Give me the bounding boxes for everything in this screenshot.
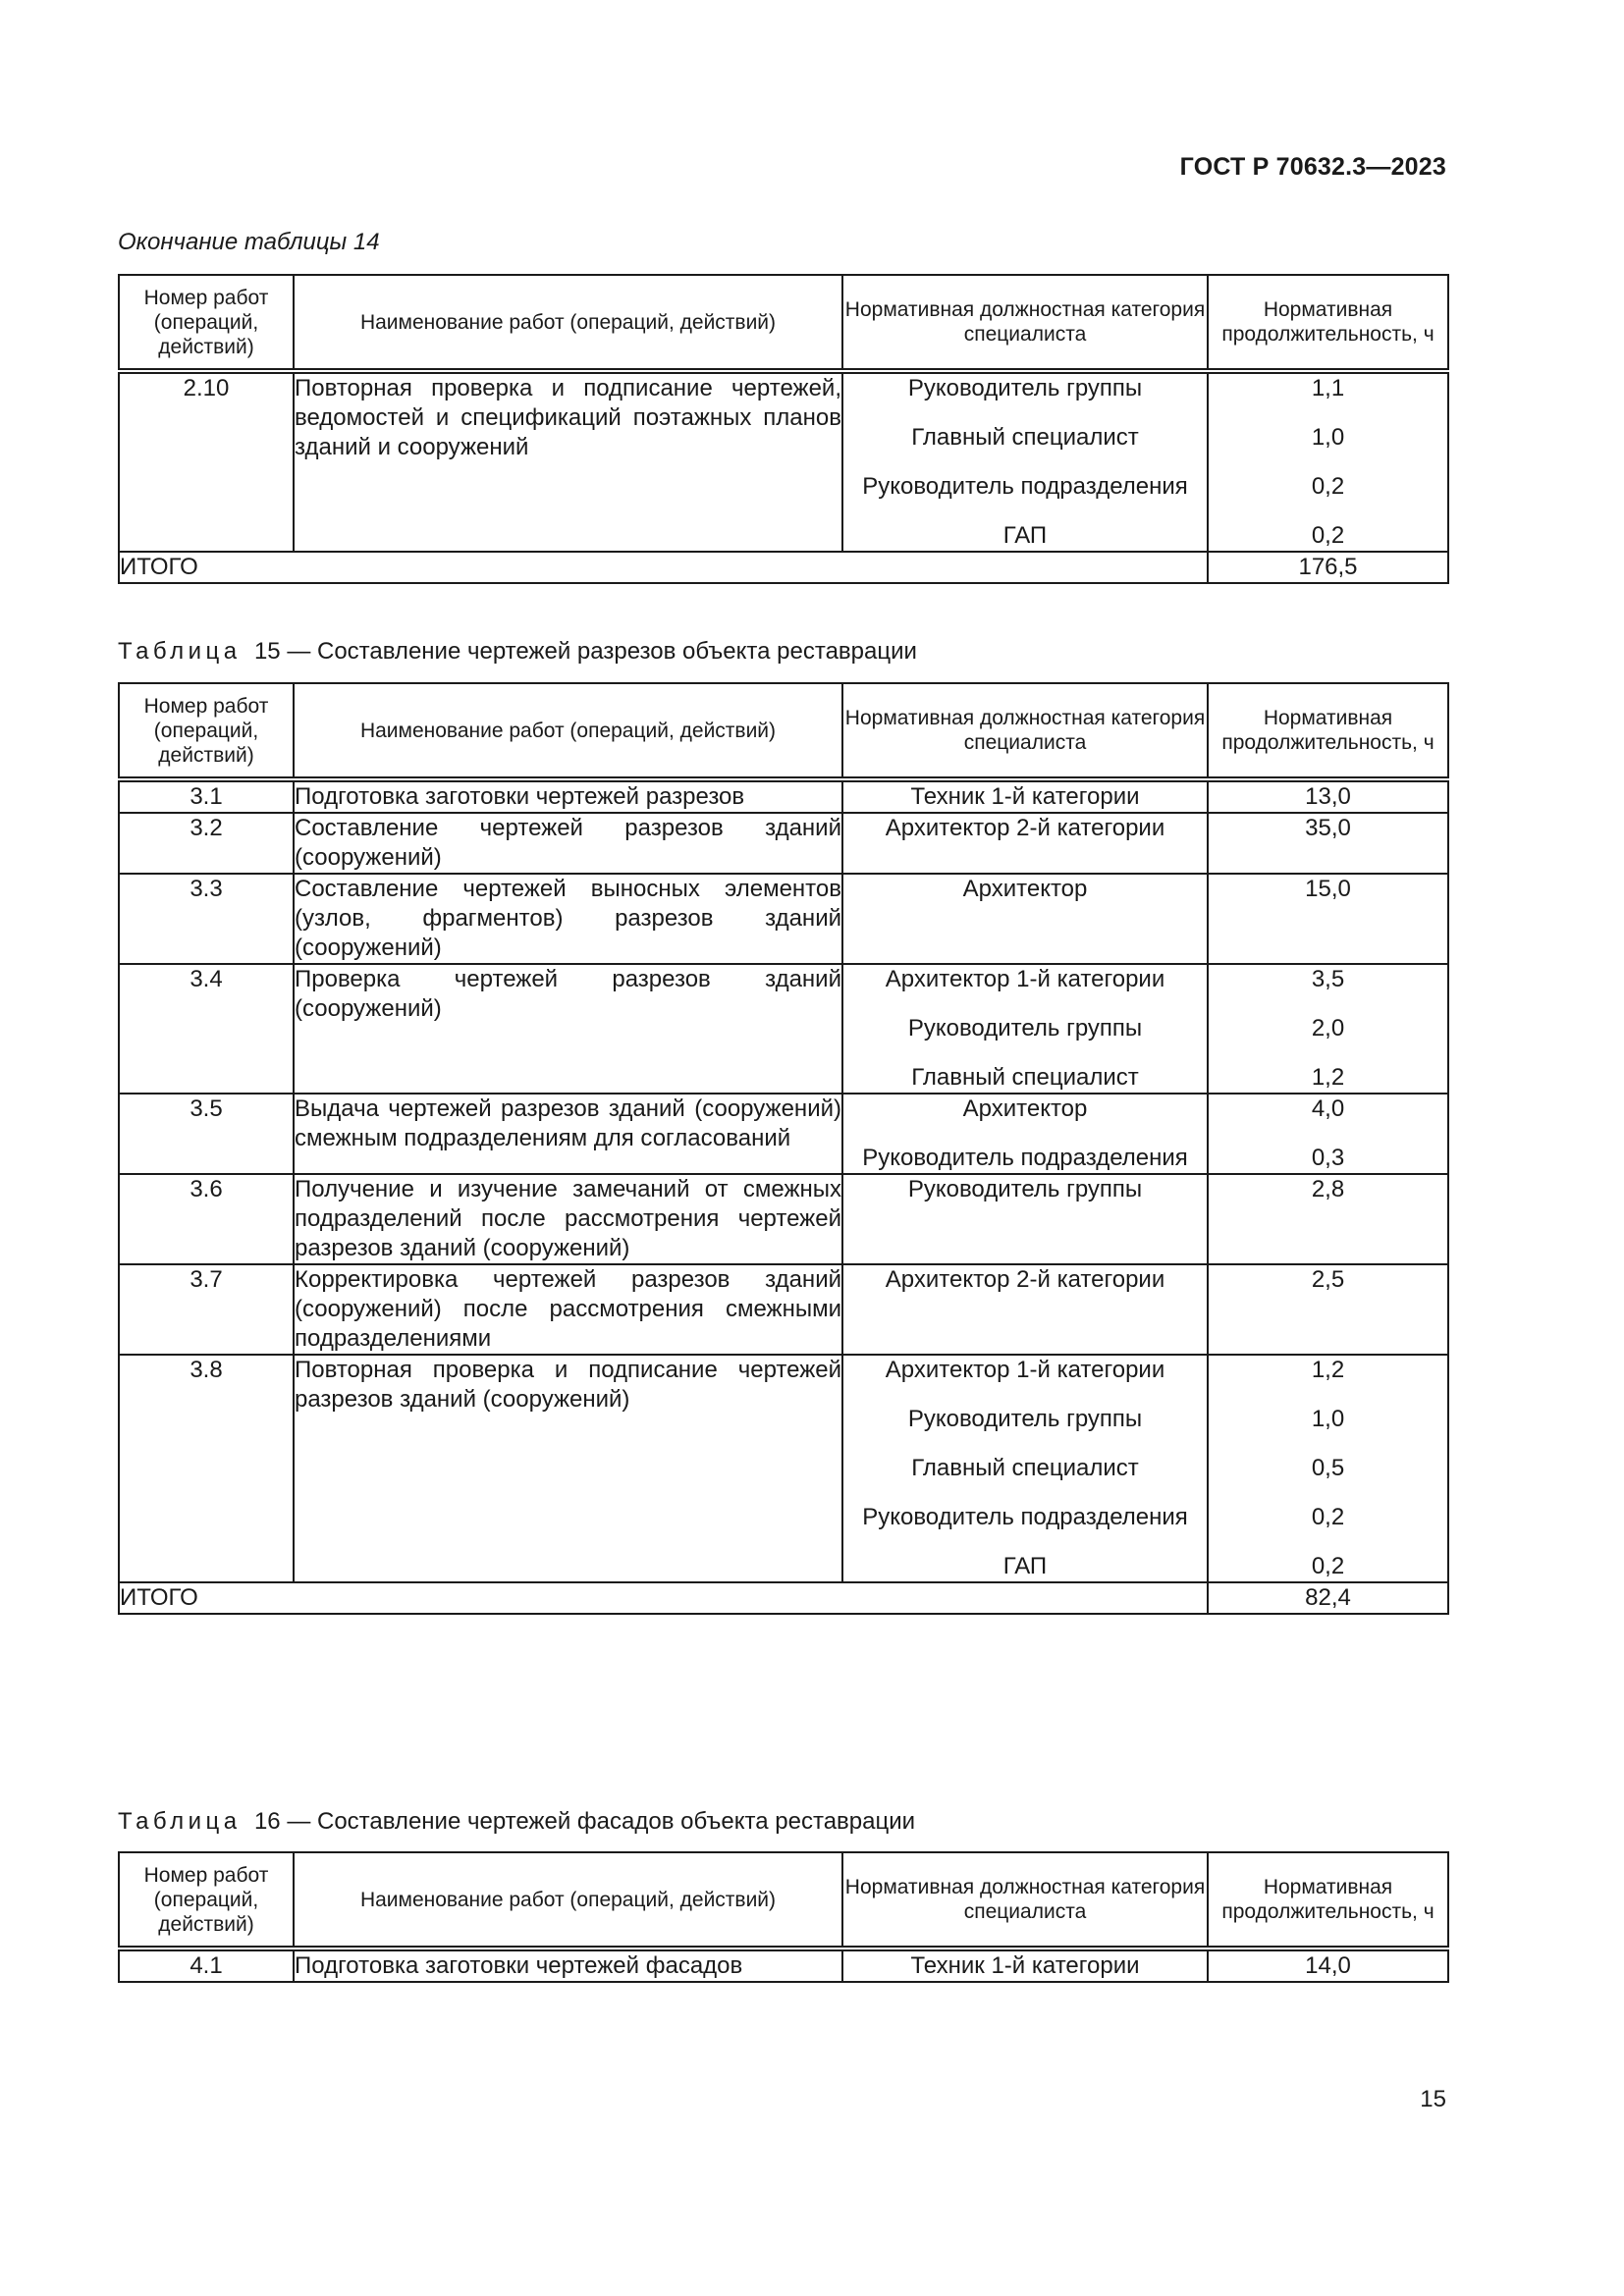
row-categories <box>842 874 1208 964</box>
duration-entry: 15,0 <box>1305 876 1351 902</box>
row-work-name: Составление чертежей выносных элементов (узлов, фрагментов) разрезов зданий (сооружений) <box>294 874 842 964</box>
category-entry: Главный специалист <box>911 1455 1139 1481</box>
header-row <box>119 683 1448 779</box>
category-entry: Архитектор 2-й категории <box>885 1266 1165 1293</box>
table16-caption <box>118 1808 915 1836</box>
row-durations <box>1208 1355 1448 1582</box>
duration-entry: 4,0 <box>1311 1095 1345 1122</box>
row-durations <box>1208 964 1448 1094</box>
category-entry: Руководитель подразделения <box>862 473 1188 500</box>
row-durations <box>1208 371 1448 552</box>
table-header <box>119 683 1448 779</box>
duration-entry: 1,1 <box>1311 375 1345 401</box>
category-entry: Архитектор 1-й категории <box>885 966 1165 992</box>
duration-entry: 3,5 <box>1311 966 1345 992</box>
total-row <box>119 1582 1448 1614</box>
row-number: 2.10 <box>119 371 294 552</box>
header-num: Номер работ (операций, действий) <box>119 683 294 779</box>
row-number: 3.8 <box>119 1355 294 1582</box>
header-num: Номер работ (операций, действий) <box>119 1852 294 1949</box>
row-work-name: Повторная проверка и подписание чертежей разрезов зданий (сооружений) <box>294 1355 842 1582</box>
row-categories <box>842 1264 1208 1355</box>
row-number: 3.5 <box>119 1094 294 1174</box>
category-entry: Руководитель группы <box>907 1406 1143 1432</box>
row-work-name: Подготовка заготовки чертежей разрезов <box>294 779 842 813</box>
duration-entry: 0,2 <box>1311 522 1345 549</box>
table-row <box>119 1355 1448 1582</box>
duration-entry: 0,2 <box>1311 473 1345 500</box>
row-work-name: Подготовка заготовки чертежей фасадов <box>294 1949 842 1982</box>
document-code: ГОСТ Р 70632.3—2023 <box>1179 153 1446 181</box>
category-entry: Руководитель группы <box>907 375 1143 401</box>
header-duration: Нормативная продолжительность, ч <box>1208 275 1448 371</box>
header-category: Нормативная должностная категория специалиста <box>842 275 1208 371</box>
duration-entry: 2,8 <box>1311 1176 1345 1202</box>
category-entry: Руководитель подразделения <box>862 1145 1188 1171</box>
category-entry: ГАП <box>1002 1553 1048 1579</box>
row-work-name: Проверка чертежей разрезов зданий (сооружений) <box>294 964 842 1094</box>
table-row <box>119 874 1448 964</box>
row-number: 3.6 <box>119 1174 294 1264</box>
row-number: 3.1 <box>119 779 294 813</box>
table-header <box>119 275 1448 371</box>
duration-entry: 2,0 <box>1311 1015 1345 1041</box>
row-work-name: Повторная проверка и подписание чертежей, ведомостей и спецификаций поэтажных планов зданий и сооружений <box>294 371 842 552</box>
category-entry: Техник 1-й категории <box>910 783 1140 810</box>
row-durations <box>1208 1264 1448 1355</box>
table-15 <box>118 682 1449 1615</box>
total-row <box>119 552 1448 583</box>
duration-entry: 1,2 <box>1311 1357 1345 1383</box>
duration-entry: 13,0 <box>1305 783 1351 810</box>
table-row <box>119 779 1448 813</box>
category-entry: Руководитель группы <box>907 1015 1143 1041</box>
category-entry: Главный специалист <box>911 1064 1139 1091</box>
row-number: 3.2 <box>119 813 294 874</box>
duration-entry: 2,5 <box>1311 1266 1345 1293</box>
category-entry: Главный специалист <box>911 424 1139 451</box>
row-categories <box>842 964 1208 1094</box>
header-duration: Нормативная продолжительность, ч <box>1208 683 1448 779</box>
table-row <box>119 1174 1448 1264</box>
page-number: 15 <box>1420 2086 1446 2112</box>
duration-entry: 1,0 <box>1311 424 1345 451</box>
row-durations <box>1208 1094 1448 1174</box>
row-durations <box>1208 1949 1448 1982</box>
row-durations <box>1208 813 1448 874</box>
duration-entry: 14,0 <box>1305 1952 1351 1979</box>
row-number: 4.1 <box>119 1949 294 1982</box>
row-categories <box>842 1094 1208 1174</box>
row-categories <box>842 371 1208 552</box>
table-14-end <box>118 274 1449 584</box>
header-row <box>119 1852 1448 1949</box>
category-entry: Архитектор 2-й категории <box>885 815 1165 841</box>
category-entry: Архитектор 1-й категории <box>885 1357 1165 1383</box>
duration-entry: 0,5 <box>1311 1455 1345 1481</box>
header-category: Нормативная должностная категория специалиста <box>842 683 1208 779</box>
row-durations <box>1208 874 1448 964</box>
table16-caption-prefix: Таблица <box>118 1808 242 1835</box>
row-work-name: Выдача чертежей разрезов зданий (сооружений) смежным подразделениям для согласований <box>294 1094 842 1174</box>
duration-entry: 0,2 <box>1311 1553 1345 1579</box>
duration-entry: 0,3 <box>1311 1145 1345 1171</box>
category-entry: Архитектор <box>962 876 1088 902</box>
duration-entry: 35,0 <box>1305 815 1351 841</box>
row-categories <box>842 1355 1208 1582</box>
duration-entry: 0,2 <box>1311 1504 1345 1530</box>
row-categories <box>842 779 1208 813</box>
row-categories <box>842 1174 1208 1264</box>
row-number: 3.3 <box>119 874 294 964</box>
category-entry: Архитектор <box>962 1095 1088 1122</box>
total-value: 176,5 <box>1208 552 1448 583</box>
header-category: Нормативная должностная категория специалиста <box>842 1852 1208 1949</box>
category-entry: Руководитель группы <box>907 1176 1143 1202</box>
row-categories <box>842 1949 1208 1982</box>
row-categories <box>842 813 1208 874</box>
duration-entry: 1,0 <box>1311 1406 1345 1432</box>
table14-caption: Окончание таблицы 14 <box>118 229 380 255</box>
header-duration: Нормативная продолжительность, ч <box>1208 1852 1448 1949</box>
header-name: Наименование работ (операций, действий) <box>294 683 842 779</box>
row-durations <box>1208 1174 1448 1264</box>
table16-caption-text: 16 — Составление чертежей фасадов объекта реставрации <box>253 1808 916 1835</box>
row-work-name: Корректировка чертежей разрезов зданий (сооружений) после рассмотрения смежными подразделениями <box>294 1264 842 1355</box>
row-work-name: Получение и изучение замечаний от смежных подразделений после рассмотрения чертежей разрезов зданий (сооружений) <box>294 1174 842 1264</box>
table-row <box>119 813 1448 874</box>
table-row <box>119 371 1448 552</box>
table-row <box>119 1264 1448 1355</box>
table-row <box>119 1094 1448 1174</box>
table15-caption-prefix: Таблица <box>118 638 242 665</box>
header-name: Наименование работ (операций, действий) <box>294 275 842 371</box>
header-name: Наименование работ (операций, действий) <box>294 1852 842 1949</box>
table15-caption-text: 15 — Составление чертежей разрезов объекта реставрации <box>253 638 917 665</box>
table15-caption <box>118 638 917 666</box>
row-work-name: Составление чертежей разрезов зданий (сооружений) <box>294 813 842 874</box>
category-entry: ГАП <box>1002 522 1048 549</box>
duration-entry: 1,2 <box>1311 1064 1345 1091</box>
total-value: 82,4 <box>1208 1582 1448 1614</box>
category-entry: Руководитель подразделения <box>862 1504 1188 1530</box>
table-row <box>119 1949 1448 1982</box>
category-entry: Техник 1-й категории <box>910 1952 1140 1979</box>
row-number: 3.4 <box>119 964 294 1094</box>
total-label: ИТОГО <box>119 1582 1208 1614</box>
total-label: ИТОГО <box>119 552 1208 583</box>
header-num: Номер работ (операций, действий) <box>119 275 294 371</box>
table-header <box>119 1852 1448 1949</box>
header-row <box>119 275 1448 371</box>
table-row <box>119 964 1448 1094</box>
row-number: 3.7 <box>119 1264 294 1355</box>
row-durations <box>1208 779 1448 813</box>
table-16 <box>118 1851 1449 1983</box>
